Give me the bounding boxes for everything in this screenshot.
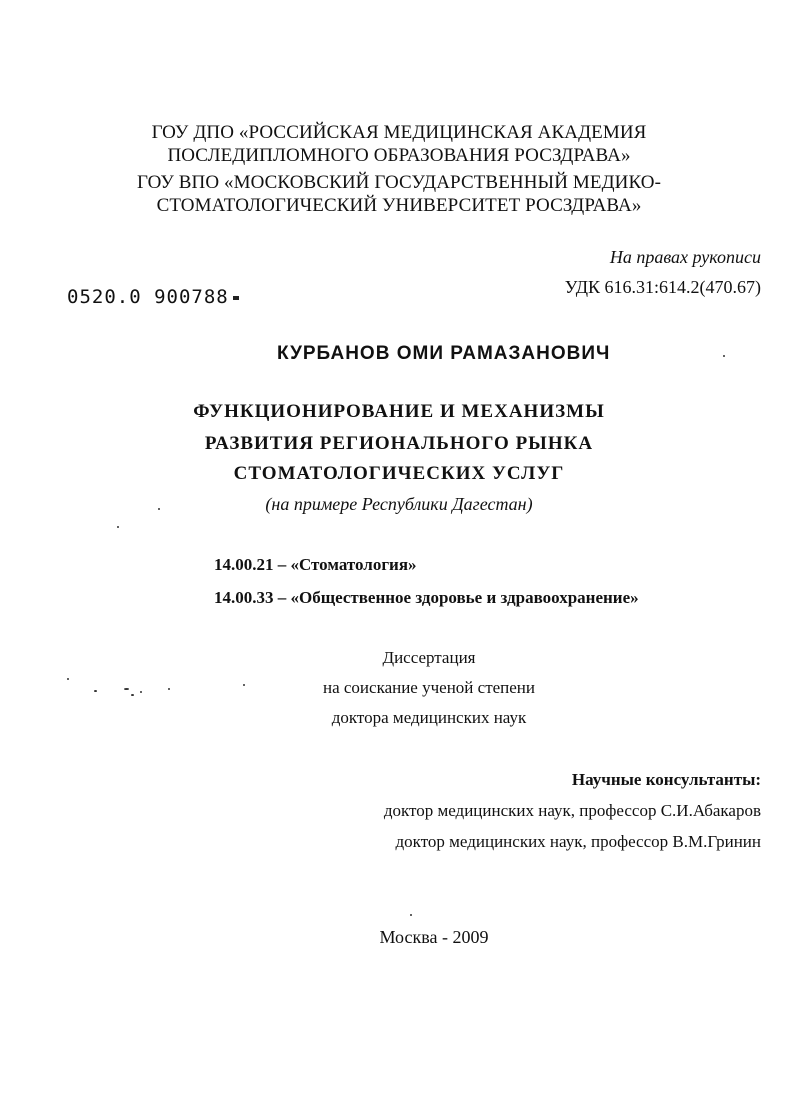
specialty-name: «Стоматология» bbox=[290, 555, 417, 574]
org-university-line-2: СТОМАТОЛОГИЧЕСКИЙ УНИВЕРСИТЕТ РОСЗДРАВА» bbox=[156, 195, 642, 216]
org-ministry-line-2: ПОСЛЕДИПЛОМНОГО ОБРАЗОВАНИЯ РОСЗДРАВА» bbox=[167, 145, 631, 166]
specialty-line-1 bbox=[214, 555, 417, 575]
scan-speck bbox=[117, 526, 119, 528]
scan-speck bbox=[168, 688, 170, 690]
consultants-heading: Научные консультанты: bbox=[571, 770, 761, 789]
dissertation-subtitle: (на примере Республики Дагестан) bbox=[265, 494, 533, 514]
manuscript-rights-label: На правах рукописи bbox=[609, 247, 761, 267]
scan-speck bbox=[124, 688, 129, 690]
scan-speck bbox=[410, 914, 412, 916]
library-stamp-number: 0520.0 900788 bbox=[67, 286, 229, 308]
city-year: Москва - 2009 bbox=[379, 927, 489, 947]
author-name: КУРБАНОВ ОМИ РАМАЗАНОВИЧ bbox=[277, 343, 611, 364]
scan-speck bbox=[723, 355, 725, 357]
dissertation-title-line-2: РАЗВИТИЯ РЕГИОНАЛЬНОГО РЫНКА bbox=[204, 433, 594, 454]
degree-line-3: доктора медицинских наук bbox=[331, 708, 527, 727]
specialty-line-2 bbox=[214, 588, 639, 608]
specialty-code: 14.00.21 bbox=[214, 555, 274, 574]
library-stamp-code bbox=[67, 286, 239, 308]
degree-line-2: на соискание ученой степени bbox=[322, 678, 536, 697]
specialty-name: «Общественное здоровье и здравоохранение» bbox=[290, 588, 639, 607]
scan-speck bbox=[243, 684, 245, 686]
scan-speck bbox=[94, 690, 97, 692]
specialty-separator: – bbox=[273, 588, 291, 607]
dissertation-title-line-3: СТОМАТОЛОГИЧЕСКИХ УСЛУГ bbox=[233, 463, 565, 484]
consultant-item: доктор медицинских наук, профессор С.И.Абакаров bbox=[383, 801, 761, 820]
specialty-separator: – bbox=[273, 555, 291, 574]
scan-speck bbox=[158, 508, 160, 510]
stamp-mark-icon bbox=[233, 296, 239, 300]
org-ministry-line-1: ГОУ ДПО «РОССИЙСКАЯ МЕДИЦИНСКАЯ АКАДЕМИЯ bbox=[151, 122, 647, 143]
org-university-line-1: ГОУ ВПО «МОСКОВСКИЙ ГОСУДАРСТВЕННЫЙ МЕДИКО- bbox=[136, 172, 662, 193]
udk-code: УДК 616.31:614.2(470.67) bbox=[564, 277, 761, 297]
scan-speck bbox=[67, 678, 69, 680]
scan-speck bbox=[140, 691, 142, 693]
dissertation-title-line-1: ФУНКЦИОНИРОВАНИЕ И МЕХАНИЗМЫ bbox=[193, 401, 605, 422]
degree-line-1: Диссертация bbox=[382, 648, 476, 667]
scan-speck bbox=[131, 694, 134, 696]
consultant-item: доктор медицинских наук, профессор В.М.Гринин bbox=[395, 832, 761, 851]
specialty-code: 14.00.33 bbox=[214, 588, 274, 607]
